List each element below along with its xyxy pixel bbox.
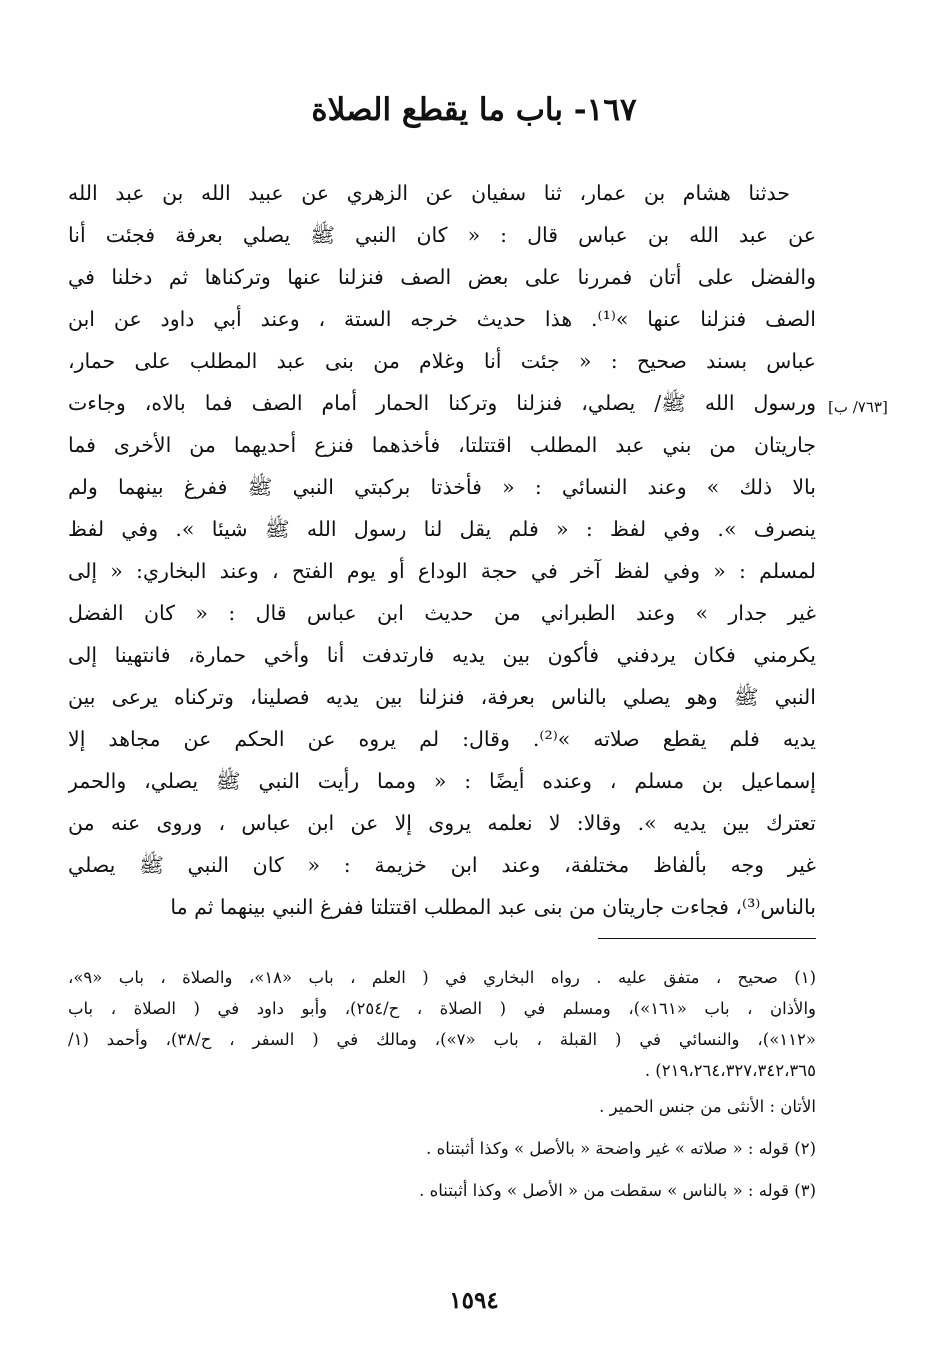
text-line: غير جدار » وعند الطبراني من حديث ابن عباس قال : « كان الفضل <box>68 601 816 625</box>
footnote-3: (٣) قوله : « بالناس » سقطت من « الأصل » وكذا أثبتناه . <box>419 1181 816 1200</box>
page-number: ١٥٩٤ <box>449 1287 499 1314</box>
footnote-1-line: «١١٢»)، والنسائي في ( القبلة ، باب «٧»)، ومالك في ( السفر ، ح/٣٨)، وأحمد (١/ <box>68 1030 816 1049</box>
footnote-1-line: والأذان ، باب «١٦١»)، ومسلم في ( الصلاة ، ح/٢٥٤)، وأبو داود في ( الصلاة ، باب <box>68 999 816 1018</box>
text-line: يديه فلم يقطع صلاته »⁽²⁾. وقال: لم يروه عن الحكم عن مجاهد إلا <box>68 727 816 751</box>
text-line: بالناس⁽³⁾، فجاءت جاريتان من بنى عبد المطلب اقتتلتا ففرغ النبي بينهما ثم ما <box>170 895 816 919</box>
text-line: عباس بسند صحيح : « جئت أنا وغلام من بنى عبد المطلب على حمار، <box>68 349 816 373</box>
text-line: لمسلم : « وفي لفظ آخر في حجة الوداع أو يوم الفتح ، وعند البخاري: « إلى <box>68 559 816 583</box>
text-line: غير وجه بألفاظ مختلفة، وعند ابن خزيمة : « كان النبي ﷺ يصلي <box>68 853 816 877</box>
text-line: والفضل على أتان فمررنا على بعض الصف فنزلنا عنها وتركناها ثم دخلنا في <box>68 265 816 289</box>
text-line: تعترك بين يديه ». وقالا: لا نعلمه يروى إلا عن ابن عباس ، وروى عنه من <box>68 811 816 835</box>
footnote-1-line: ٢١٩،٢٦٤،٣٢٧،٣٤٢،٣٦٥) . <box>644 1061 816 1080</box>
text-line: ورسول الله ﷺ/ يصلي، فنزلنا وتركنا الحمار أمام الصف فما بالاه، وجاءت <box>68 391 816 415</box>
chapter-title: ١٦٧- باب ما يقطع الصلاة <box>311 92 637 128</box>
text-line: عن عبد الله بن عباس قال : « كان النبي ﷺ يصلي بعرفة فجئت أنا <box>68 223 816 247</box>
text-line: بالا ذلك » وعند النسائي : « فأخذتا بركبتي النبي ﷺ ففرغ بينهما ولم <box>68 475 816 499</box>
main-text <box>68 172 816 928</box>
footnotes <box>68 962 816 1212</box>
manuscript-folio-note: [٧٦٣/ ب] <box>828 398 888 416</box>
text-line: جاريتان من بني عبد المطلب اقتتلتا، فأخذهما فنزع أحديهما من الأخرى فما <box>68 433 816 457</box>
footnote-atan-definition: الأتان : الأنثى من جنس الحمير . <box>599 1097 816 1116</box>
text-line: إسماعيل بن مسلم ، وعنده أيضًا : « ومما رأيت النبي ﷺ يصلي، والحمر <box>68 769 816 793</box>
text-line: ينصرف ». وفي لفظ : « فلم يقل لنا رسول الله ﷺ شيئا ». وفي لفظ <box>68 517 816 541</box>
text-line: الصف فنزلنا عنها »⁽¹⁾. هذا حديث خرجه الستة ، وعند أبي داود عن ابن <box>68 307 816 331</box>
text-line: النبي ﷺ وهو يصلي بالناس بعرفة، فنزلنا بين يديه فصلينا، وتركناه يرعى بين <box>68 685 816 709</box>
footnote-1-line: (١) صحيح ، متفق عليه . رواه البخاري في ( العلم ، باب «١٨»، والصلاة ، باب «٩»، <box>68 968 816 987</box>
text-line: حدثنا هشام بن عمار، ثنا سفيان عن الزهري عن عبيد الله بن عبد الله <box>68 181 790 205</box>
footnote-separator <box>598 938 816 939</box>
text-line: يكرمني فكان يردفني فأكون بين يديه فارتدفت أنا وأخي حمارة، فانتهينا إلى <box>68 643 816 667</box>
footnote-2: (٢) قوله : « صلاته » غير واضحة « بالأصل » وكذا أثبتناه . <box>426 1139 816 1158</box>
